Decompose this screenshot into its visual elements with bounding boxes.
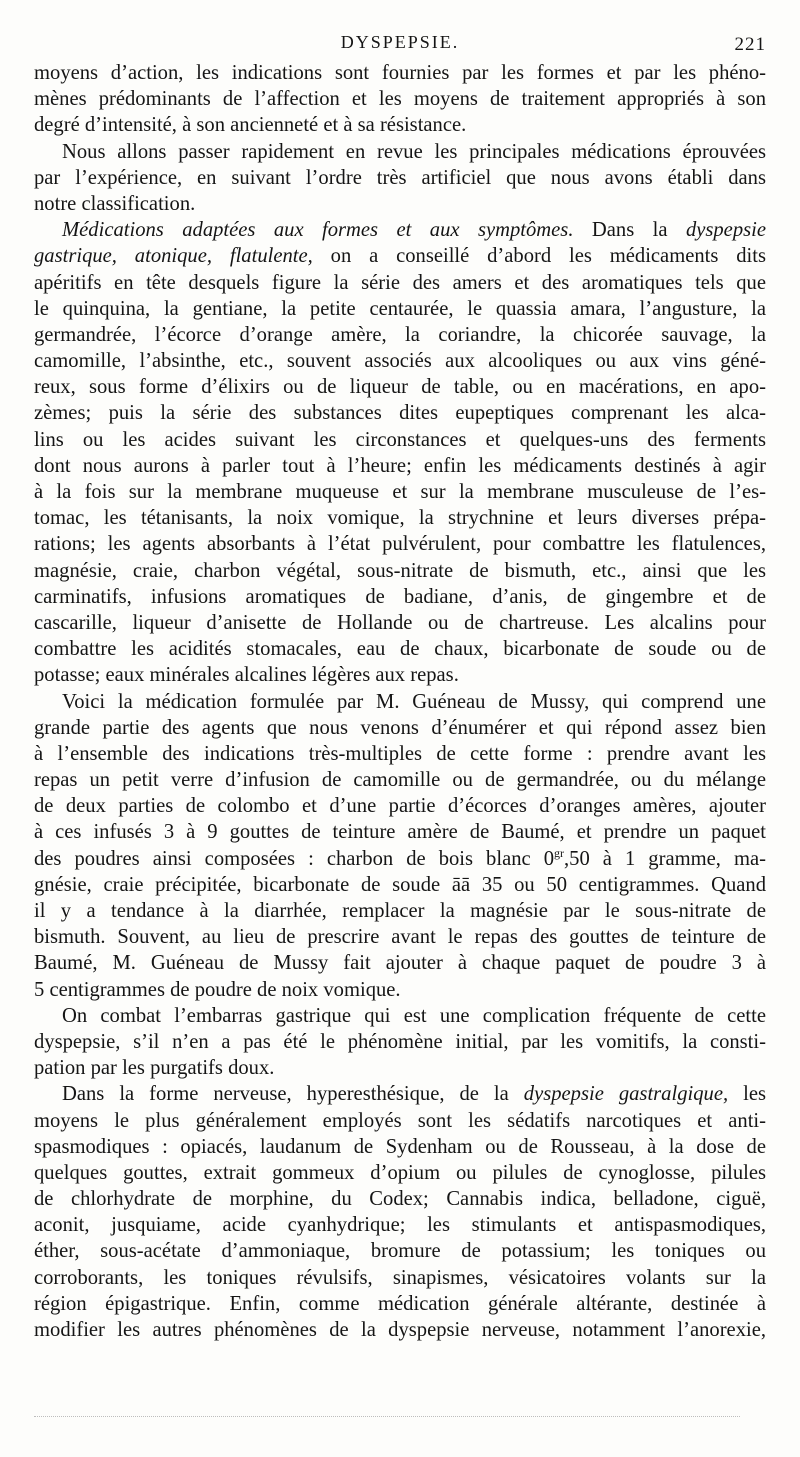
text-line: germandrée, l’écorce d’orange amère, la coriandre, la chicorée sauvage, la <box>34 323 766 346</box>
text-line: par l’expérience, en suivant l’ordre très artificiel que nous avons établi dans <box>34 166 766 189</box>
text-line: carminatifs, infusions aromatiques de badiane, d’anis, de gingembre et de <box>34 585 766 608</box>
text-line: zèmes; puis la série des substances dites eupeptiques comprenant les alca- <box>34 402 766 425</box>
text-line: notre classification. <box>34 192 196 215</box>
text-line: à ces infusés 3 à 9 gouttes de teinture amère de Baumé, et prendre un paquet <box>34 821 766 844</box>
text-run: on a conseillé d’abord les médicaments dits <box>312 245 766 268</box>
paragraph <box>34 1081 766 1343</box>
text-run: ,50 à 1 gramme, ma- <box>564 847 766 870</box>
text-line: quelques gouttes, extrait gommeux d’opium ou pilules de cynoglosse, pilules <box>34 1161 766 1184</box>
running-head-title: DYSPEPSIE. <box>340 32 460 52</box>
text-line: cascarille, liqueur d’anisette de Hollande ou de chartreuse. Les alcalins pour <box>34 611 766 634</box>
section-heading: Médications adaptées aux formes et aux symptômes. <box>62 219 574 242</box>
footer-rule <box>34 1416 740 1417</box>
text-line: région épigastrique. Enfin, comme médication générale altérante, destinée à <box>34 1292 766 1315</box>
text-line: dyspepsie, s’il n’en a pas été le phénomène initial, par les vomitifs, la consti- <box>34 1030 766 1053</box>
text-line: Baumé, M. Guéneau de Mussy fait ajouter à chaque paquet de poudre 3 à <box>34 952 766 975</box>
paragraph <box>34 217 766 688</box>
text-line: Voici la médication formulée par M. Guéneau de Mussy, qui comprend une <box>62 690 766 713</box>
page-number: 221 <box>734 34 766 55</box>
text-line: moyens d’action, les indications sont fournies par les formes et par les phéno- <box>34 62 766 84</box>
text-line <box>34 217 766 243</box>
text-line <box>34 846 766 872</box>
text-line: camomille, l’absinthe, etc., souvent associés aux alcooliques ou aux vins géné- <box>34 350 766 373</box>
text-run: Dans la forme nerveuse, hyperesthésique, de la <box>62 1083 524 1106</box>
text-line: moyens le plus généralement employés sont les sédatifs narcotiques et anti- <box>34 1109 766 1132</box>
text-line: On combat l’embarras gastrique qui est une complication fréquente de cette <box>62 1004 766 1027</box>
text-line: potasse; eaux minérales alcalines légères aux repas. <box>34 664 459 687</box>
text-line: gnésie, craie précipitée, bicarbonate de soude āā 35 ou 50 centigrammes. Quand <box>34 873 766 896</box>
text-line: rations; les agents absorbants à l’état pulvérulent, pour combattre les flatulences, <box>34 533 766 556</box>
text-line: apéritifs en tête desquels figure la série des amers et des aromatiques tels que <box>34 271 766 294</box>
text-line: modifier les autres phénomènes de la dyspepsie nerveuse, notamment l’anorexie, <box>34 1319 766 1341</box>
text-line: à l’ensemble des indications très-multiples de cette forme : prendre avant les <box>34 742 766 765</box>
text-line: Nous allons passer rapidement en revue les principales médications éprouvées <box>62 140 766 163</box>
text-run: les <box>728 1083 766 1106</box>
text-line: éther, sous-acétate d’ammoniaque, bromure de potassium; les toniques ou <box>34 1240 766 1263</box>
text-line: pation par les purgatifs doux. <box>34 1057 275 1080</box>
text-run: des poudres ainsi composées : charbon de bois blanc 0 <box>34 847 554 870</box>
text-line: dont nous aurons à parler tout à l’heure; enfin les médicaments destinés à agir <box>34 454 766 477</box>
text-line: de chlorhydrate de morphine, du Codex; Cannabis indica, belladone, ciguë, <box>34 1188 766 1211</box>
paragraph <box>34 139 766 218</box>
body-text <box>34 60 766 1343</box>
text-line <box>34 243 766 269</box>
paragraph <box>34 1003 766 1082</box>
text-run-italic: dyspepsie <box>685 219 766 242</box>
text-line: lins ou les acides suivant les circonstances et quelques-uns des ferments <box>34 428 766 451</box>
text-line: combattre les acidités stomacales, eau de chaux, bicarbonate de soude ou de <box>34 638 766 661</box>
text-line: aconit, jusquiame, acide cyanhydrique; les stimulants et antispasmodiques, <box>34 1214 766 1237</box>
paragraph <box>34 60 766 139</box>
text-line: corroborants, les toniques révulsifs, sinapismes, vésicatoires volants sur la <box>34 1266 766 1289</box>
text-run: Dans la <box>573 219 686 242</box>
text-line: mènes prédominants de l’affection et les moyens de traitement appropriés à son <box>34 88 766 111</box>
text-line: reux, sous forme d’élixirs ou de liqueur de table, ou en macérations, en apo- <box>34 376 766 399</box>
text-line <box>34 1081 766 1107</box>
text-line: grande partie des agents que nous venons d’énumérer et qui répond assez bien <box>34 716 766 739</box>
text-line: repas un petit verre d’infusion de camomille ou de germandrée, ou du mélange <box>34 769 766 792</box>
text-line: spasmodiques : opiacés, laudanum de Sydenham ou de Rousseau, à la dose de <box>34 1135 766 1158</box>
unit-superscript: gr <box>554 845 564 860</box>
text-line: il y a tendance à la diarrhée, remplacer la magnésie par le sous-nitrate de <box>34 900 766 922</box>
text-line: bismuth. Souvent, au lieu de prescrire avant le repas des gouttes de teinture de <box>34 926 766 949</box>
text-line: tomac, les tétanisants, la noix vomique, la strychnine et leurs diverses prépa- <box>34 507 766 530</box>
text-line: le quinquina, la gentiane, la petite centaurée, le quassia amara, l’angusture, la <box>34 297 766 320</box>
paragraph <box>34 689 766 1003</box>
text-line: magnésie, craie, charbon végétal, sous-nitrate de bismuth, etc., ainsi que les <box>34 559 766 582</box>
text-run-italic: gastrique, atonique, flatulente, <box>34 245 313 268</box>
running-head <box>34 26 766 60</box>
text-line: 5 centigrammes de poudre de noix vomique. <box>34 978 401 1001</box>
text-line: de deux parties de colombo et d’une partie d’écorces d’oranges amères, ajouter <box>34 795 766 818</box>
text-line: degré d’intensité, à son ancienneté et à sa résistance. <box>34 114 467 137</box>
text-run-italic: dyspepsie gastralgique, <box>523 1083 729 1106</box>
text-line: à la fois sur la membrane muqueuse et sur la membrane musculeuse de l’es- <box>34 481 766 503</box>
